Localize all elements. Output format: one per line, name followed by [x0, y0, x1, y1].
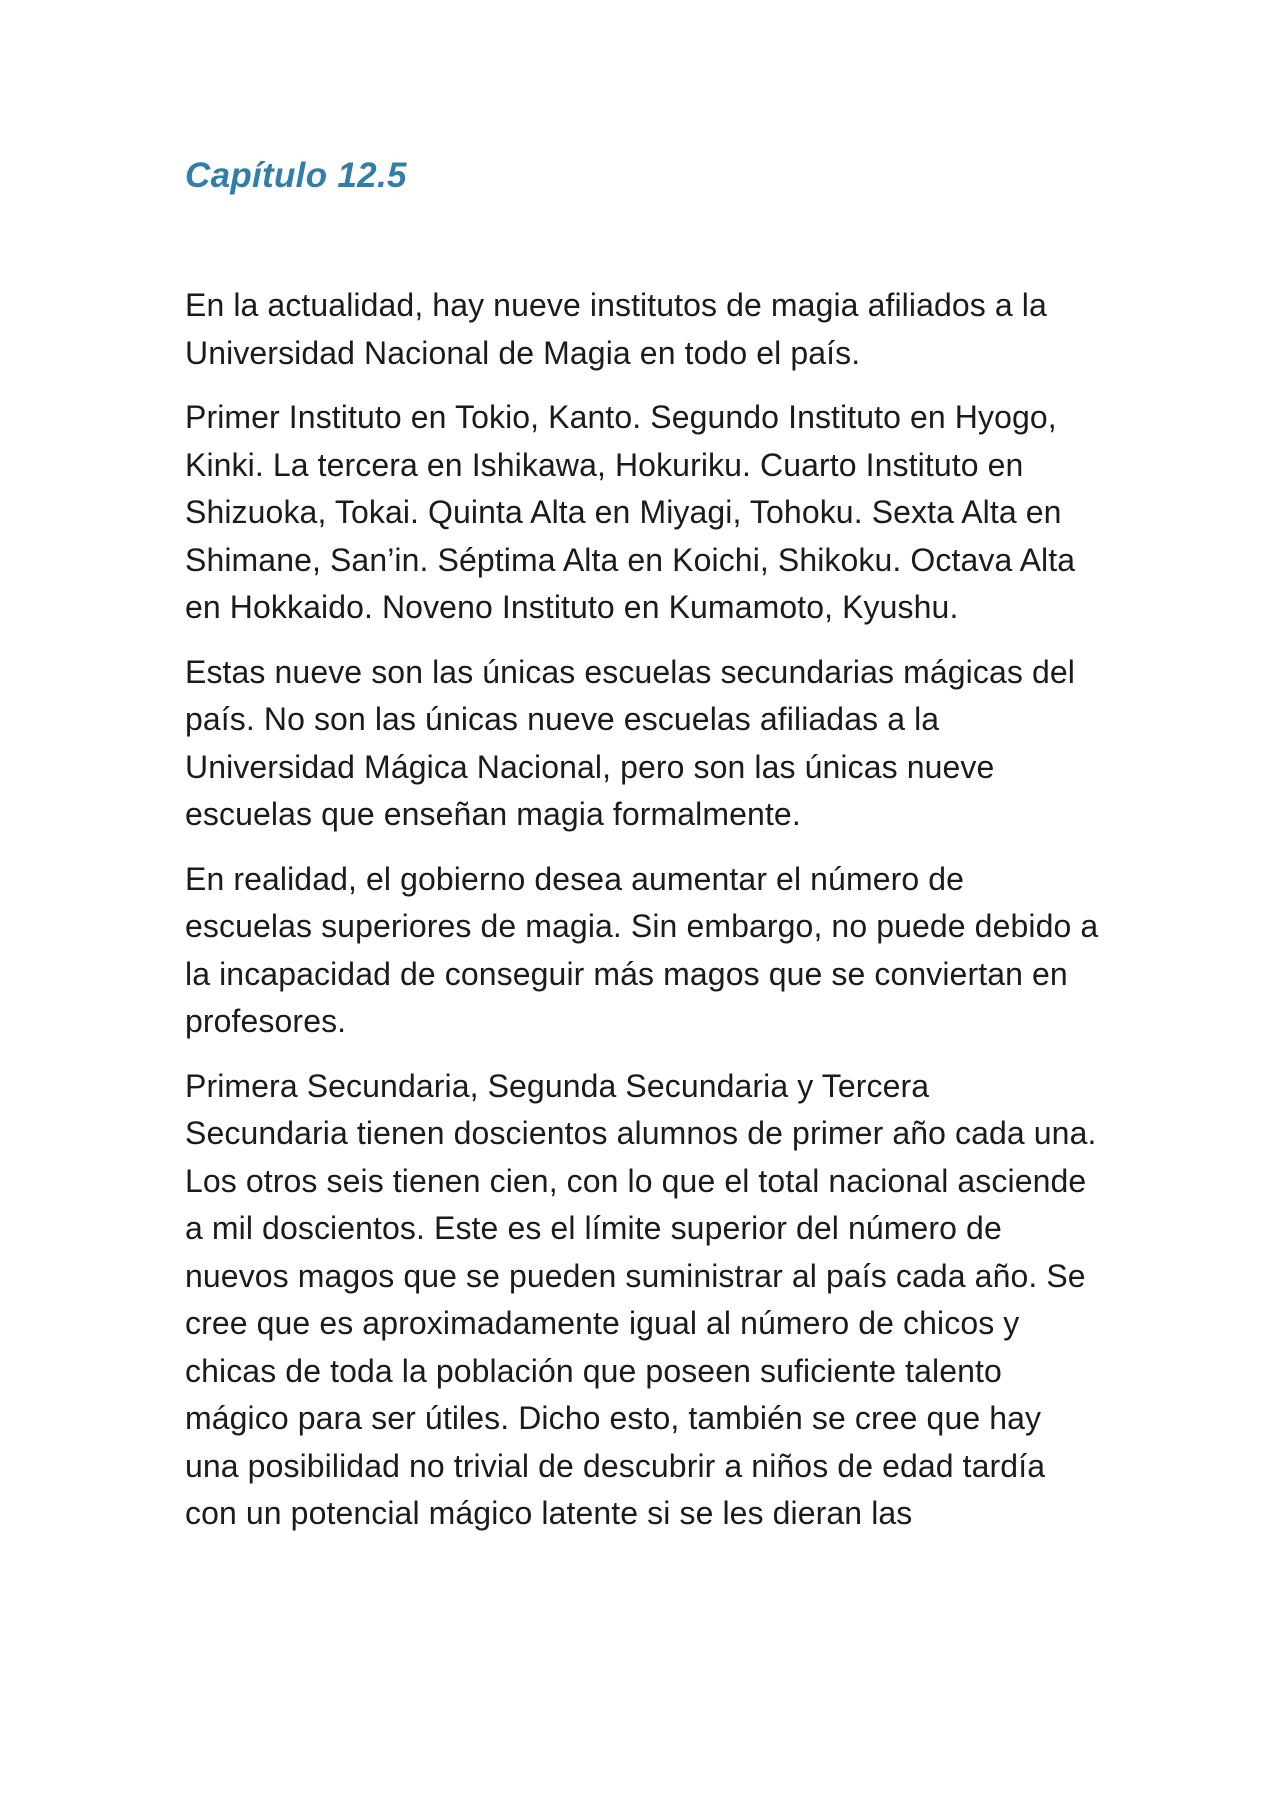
chapter-body [185, 282, 1100, 1538]
paragraph-2: Primer Instituto en Tokio, Kanto. Segundo Instituto en Hyogo, Kinki. La tercera en Ishikawa, Hokuriku. Cuarto Instituto en Shizuoka, Tokai. Quinta Alta en Miyagi, Tohoku. Sexta Alta en Shimane, San’in. Séptima Alta en Koichi, Shikoku. Octava Alta en Hokkaido. Noveno Instituto en Kumamoto, Kyushu. [185, 399, 1076, 625]
paragraph-3: Estas nueve son las únicas escuelas secundarias mágicas del país. No son las únicas nueve escuelas afiliadas a la Universidad Mágica Nacional, pero son las únicas nueve escuelas que enseñan magia formalmente. [185, 653, 1075, 832]
paragraph-4: En realidad, el gobierno desea aumentar el número de escuelas superiores de magia. Sin embargo, no puede debido a la incapacidad de conseguir más magos que se conviertan en profesores. [185, 860, 1099, 1039]
chapter-title: Capítulo 12.5 [185, 156, 407, 195]
paragraph-1: En la actualidad, hay nueve institutos de magia afiliados a la Universidad Nacional de Magia en todo el país. [185, 287, 1047, 371]
paragraph-5: Primera Secundaria, Segunda Secundaria y Tercera Secundaria tienen doscientos alumnos de primer año cada una. Los otros seis tienen cien, con lo que el total nacional asciende a mil doscientos. Este es el límite superior del número de nuevos magos que se pueden suministrar al país cada año. Se cree que es aproximadamente igual al número de chicos y chicas de toda la población que poseen suficiente talento mágico para ser útiles. Dicho esto, también se cree que hay una posibilidad no trivial de descubrir a niños de edad tardía con un potencial mágico latente si se les dieran las [185, 1067, 1097, 1531]
